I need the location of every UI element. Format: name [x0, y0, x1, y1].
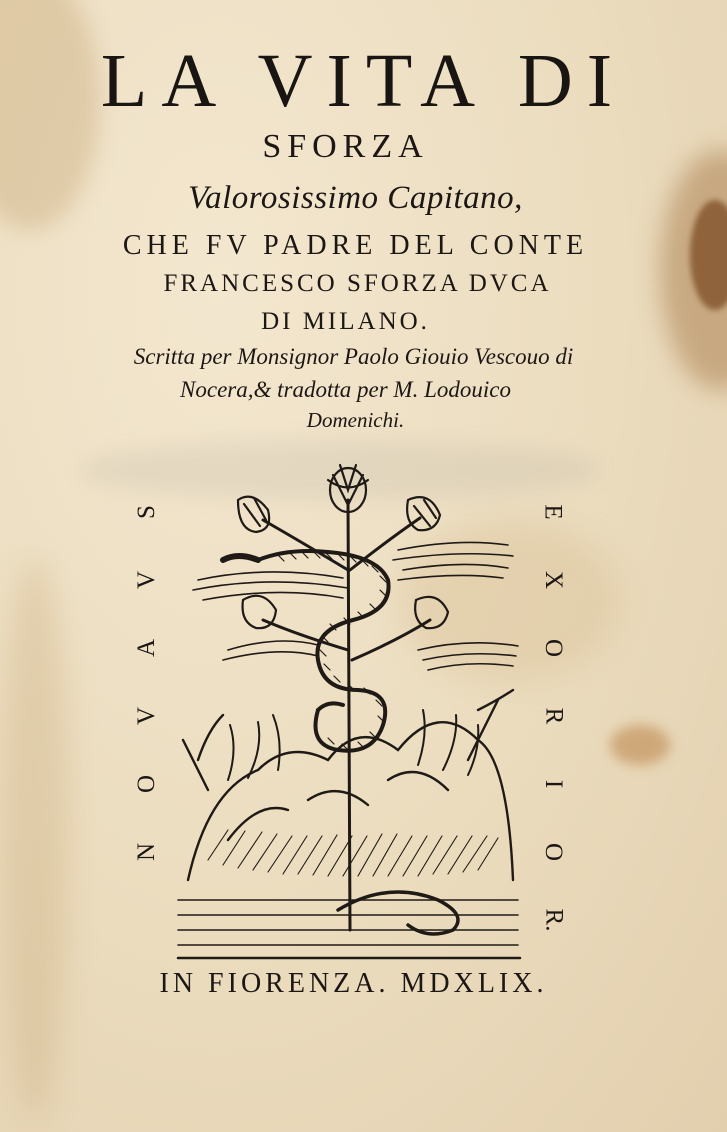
motto-right: [538, 478, 568, 954]
author-line-2: Nocera,& tradotta per M. Lodouico: [180, 377, 511, 402]
motto-letter: V: [133, 570, 160, 590]
paper-stain: [610, 725, 670, 765]
title-line-4: CHE FV PADRE DEL CONTE: [122, 230, 589, 261]
title-line-5: FRANCESCO SFORZA DVCA: [163, 270, 552, 297]
motto-letter: N: [133, 842, 160, 862]
motto-letter: S: [133, 505, 160, 519]
motto-letter: O: [133, 774, 160, 794]
imprint-line: IN FIORENZA. MDXLIX.: [159, 968, 548, 999]
motto-letter: O: [540, 842, 567, 862]
motto-letter: I: [539, 779, 567, 789]
title-line-6: DI MILANO.: [261, 308, 430, 335]
motto-letter: V: [133, 706, 160, 726]
author-line-1: Scritta per Monsignor Paolo Giouio Vescouo di: [133, 344, 574, 369]
grass: [228, 710, 478, 780]
motto-left: [132, 478, 162, 886]
rock-hatching: [208, 830, 498, 876]
motto-letter: O: [540, 638, 567, 658]
motto-letter: X: [540, 570, 567, 590]
motto-letter: A: [133, 638, 160, 658]
author-line-3: Domenichi.: [306, 408, 405, 432]
title-line-1: LA VITA DI: [100, 39, 627, 123]
title-line-3: Valorosissimo Capitano,: [188, 180, 523, 216]
motto-letter: R: [540, 707, 567, 725]
motto-letter: E: [540, 504, 567, 520]
serpent: [223, 551, 389, 751]
serpent-tail: [338, 892, 458, 934]
motto-letter: R.: [540, 908, 567, 932]
paper-stain: [0, 560, 70, 1120]
title-line-2: SFORZA: [262, 128, 429, 165]
woodcut-serpent-image: [168, 460, 530, 960]
